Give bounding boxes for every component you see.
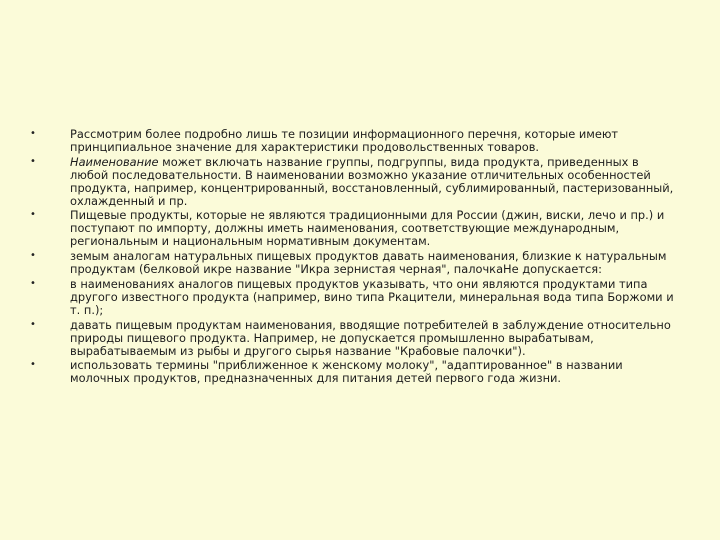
item-text: Рассмотрим более подробно лишь те позиции информационного перечня, которые имеют принципиальное значение для характеристики продовольственных товаров. xyxy=(70,127,619,154)
list-item xyxy=(30,278,680,317)
bullet-icon: • xyxy=(30,155,36,167)
item-text: земым аналогам натуральных пищевых продуктов давать наименования, близкие к натуральным продуктам (белковой икре название "Икра зернистая черная", палочкаНе допускается: xyxy=(70,249,667,277)
list-item xyxy=(30,250,680,276)
item-text: использовать термины "приближенное к женскому молоку", "адаптированное" в названии молочных продуктов, предназначенных для питания детей первого года жизни. xyxy=(70,358,623,386)
item-text: в наименованиях аналогов пищевых продуктов указывать, что они являются продуктами типа другого известного продукта (например, вино типа Ркацители, минеральная вода типа Боржоми и т. п.); xyxy=(70,276,674,317)
bullet-icon: • xyxy=(30,209,36,221)
bullet-icon: • xyxy=(30,128,36,139)
list-item xyxy=(30,128,680,154)
bullet-icon: • xyxy=(30,250,36,262)
bullet-list xyxy=(30,128,680,387)
item-text: Пищевые продукты, которые не являются традиционными для России (джин, виски, лечо и пр.) и поступают по импорту, должны иметь наименования, соответствующие международным, региональным и национальным нормативным документам. xyxy=(70,208,665,249)
bullet-icon: • xyxy=(30,318,36,330)
item-text: может включать название группы, подгруппы, вида продукта, приведенных в любой последовательности. В наименовании возможно указание отличительных особенностей продукта, например, концентрированный, восстановленный, сублимированный, пастеризованный, охлажденный и пр. xyxy=(70,154,674,208)
bullet-icon: • xyxy=(30,359,36,371)
list-item xyxy=(30,359,680,385)
item-lead-term: Наименование xyxy=(70,154,159,169)
item-text: давать пищевым продуктам наименования, вводящие потребителей в заблуждение относительно природы пищевого продукта. Например, не допускается промышленно вырабатывам, вырабатываемым из рыбы и другого сырья название "Крабовые палочки"). xyxy=(70,317,671,358)
list-item xyxy=(30,319,680,358)
bullet-icon: • xyxy=(30,277,36,289)
list-item xyxy=(30,209,680,248)
list-item xyxy=(30,156,680,208)
